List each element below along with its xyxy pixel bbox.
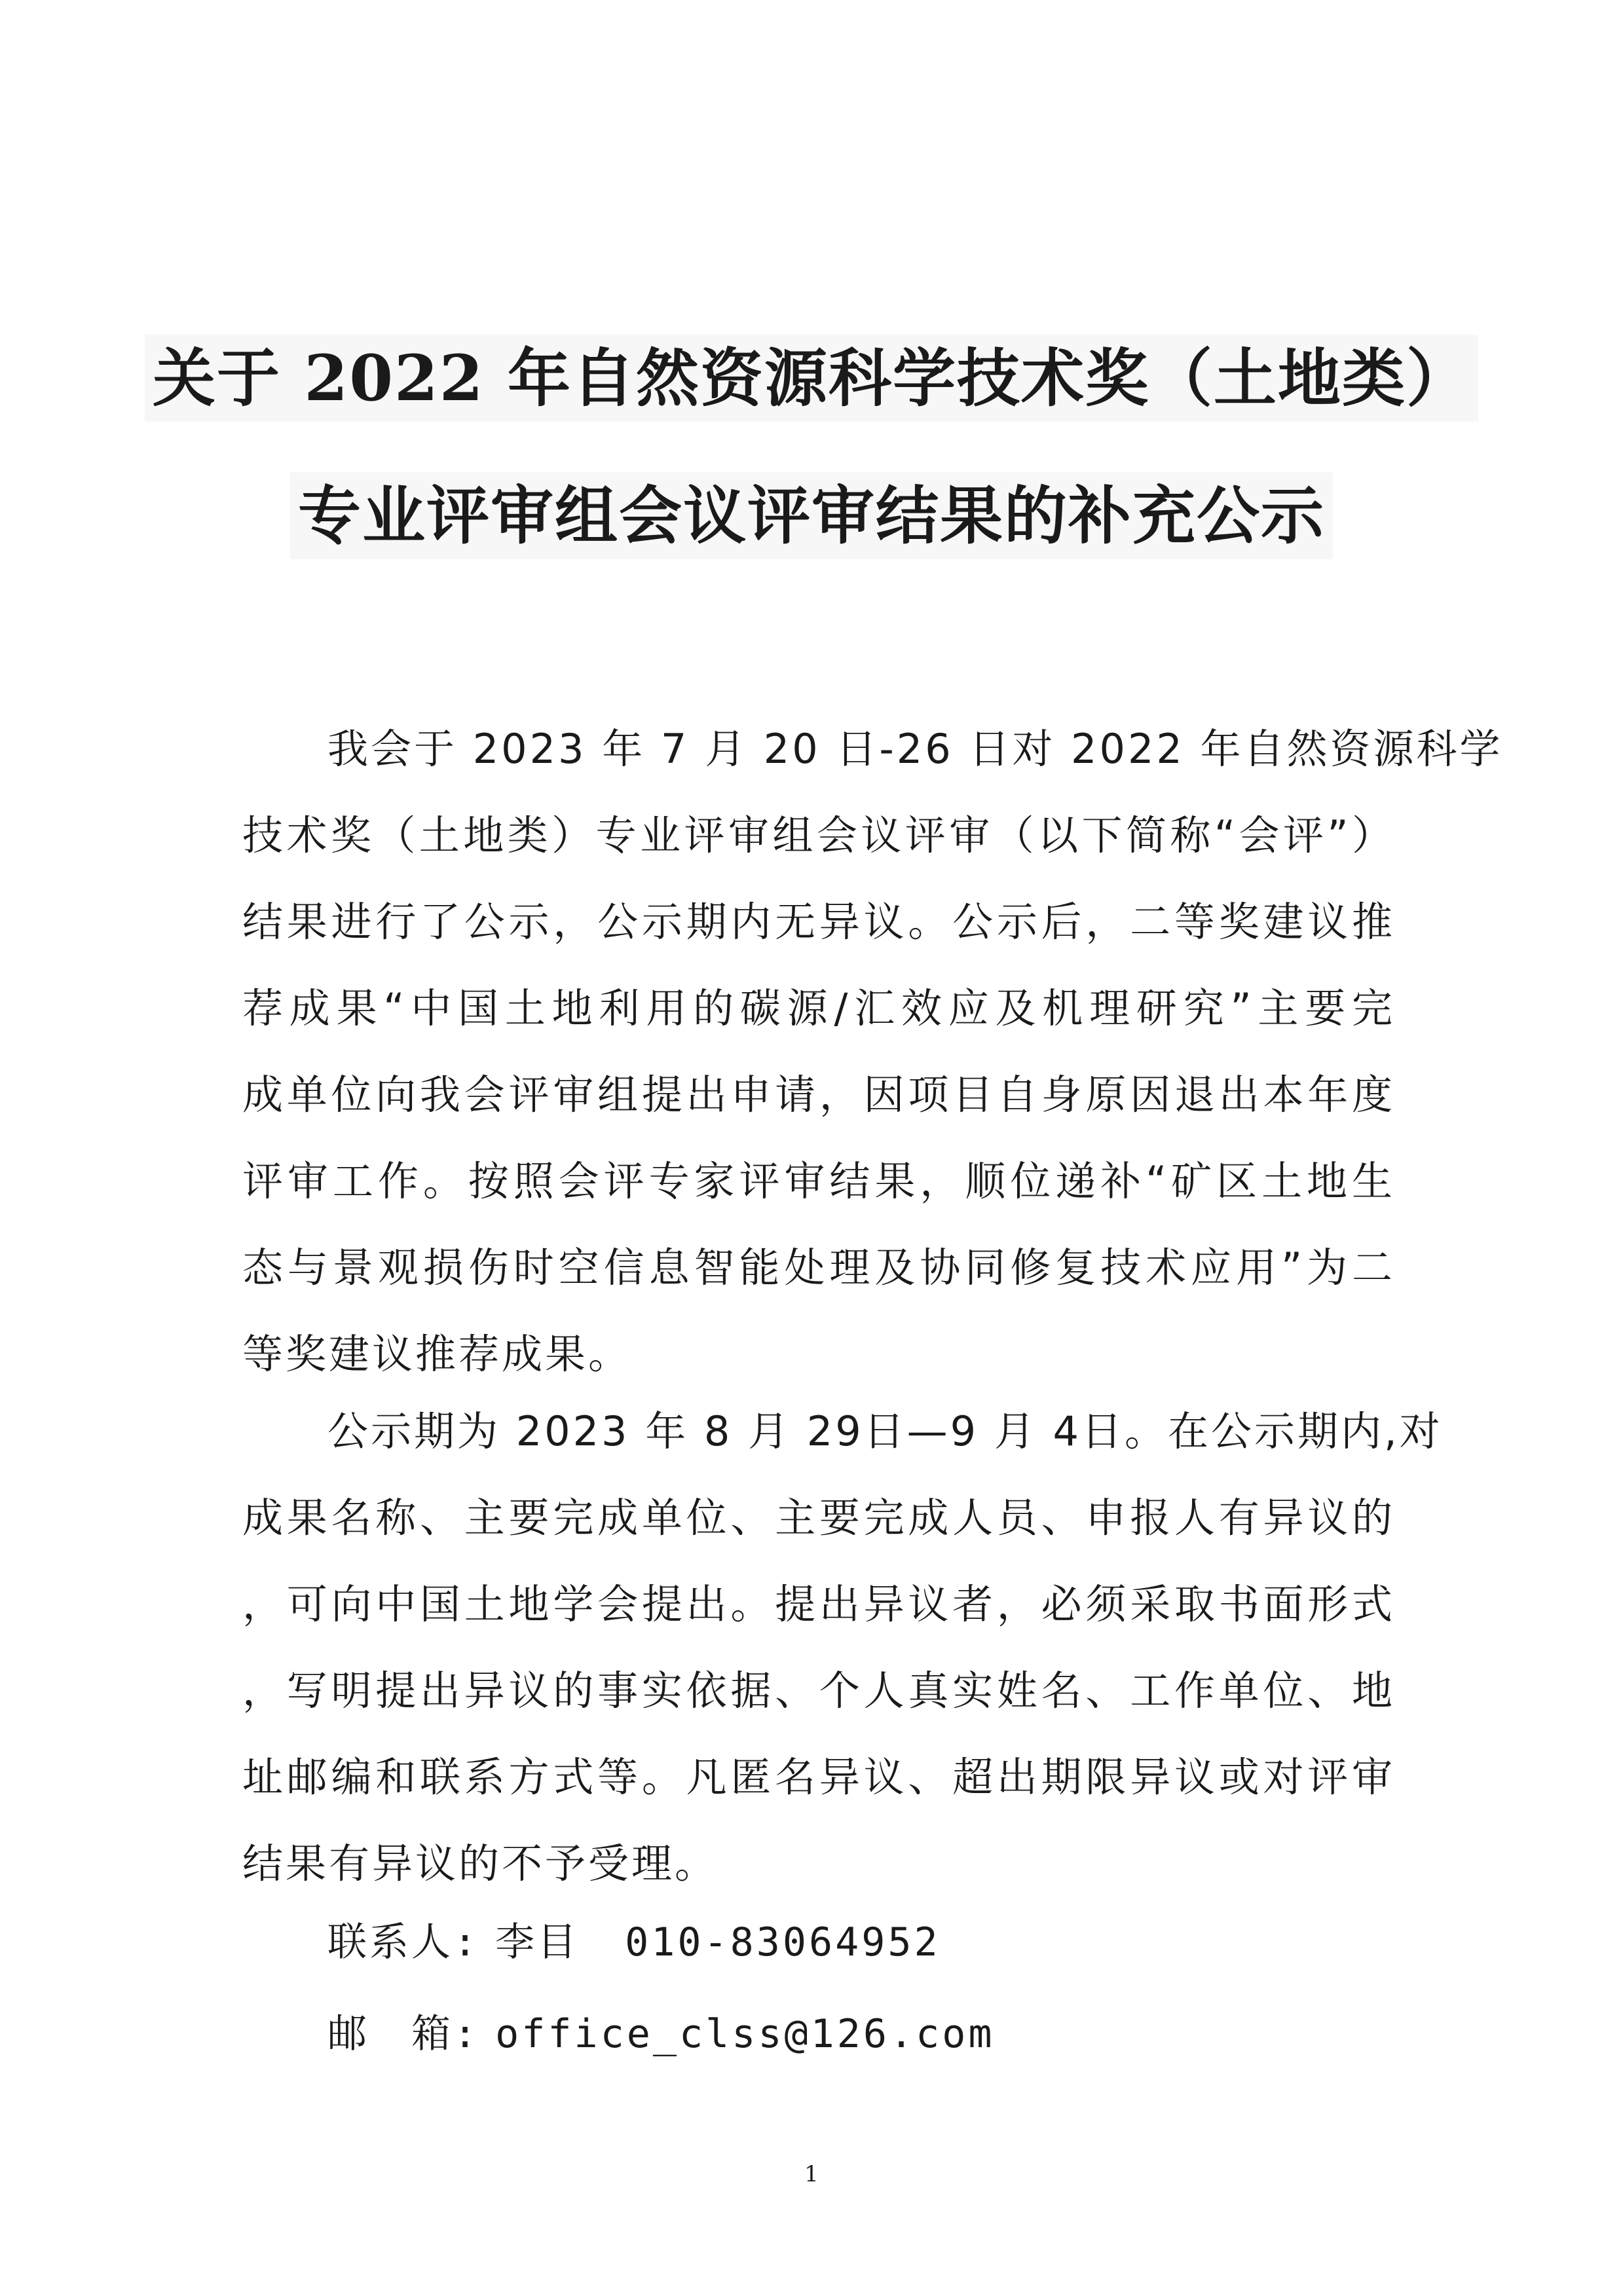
paragraph-line: 技术奖（土地类）专业评审组会议评审（以下简称“会评”）: [242, 811, 1395, 859]
contact-person-row: [327, 1899, 941, 1986]
paragraph-line: 结果有异议的不予受理。: [242, 1840, 718, 1887]
document-title-line-1: [0, 339, 1623, 418]
paragraph-announcement: [242, 706, 1503, 1398]
contact-email-label: 邮 箱:: [327, 2011, 480, 2057]
contact-email-row: [327, 1991, 994, 2077]
contact-person-name: 李目: [495, 1919, 580, 1965]
document-title-line-2: [0, 477, 1623, 555]
paragraph-line: 成果名称、主要完成单位、主要完成人员、申报人有异议的: [242, 1494, 1395, 1542]
contact-phone: 010-83064952: [625, 1919, 941, 1965]
page-number: 1: [804, 2161, 819, 2187]
contact-person-label: 联系人:: [327, 1919, 480, 1965]
paragraph-objection-period: [242, 1388, 1443, 1907]
contact-email: office_clss@126.com: [495, 2011, 995, 2057]
paragraph-line: 态与景观损伤时空信息智能处理及协同修复技术应用”为二: [242, 1244, 1395, 1291]
paragraph-line: 评审工作。按照会评专家评审结果，顺位递补“矿区土地生: [242, 1157, 1395, 1205]
paragraph-line: 荐成果“中国土地利用的碳源/汇效应及机理研究”主要完: [242, 984, 1395, 1032]
paragraph-line: 公示期为 2023 年 8 月 29日—9 月 4日。在公示期内,对: [327, 1407, 1443, 1455]
title-text-2: 专业评审组会议评审结果的补充公示: [290, 472, 1333, 559]
paragraph-line: 成单位向我会评审组提出申请，因项目自身原因退出本年度: [242, 1071, 1395, 1119]
title-text-1: 关于 2022 年自然资源科学技术奖（土地类）: [145, 335, 1478, 422]
paragraph-line: ，写明提出异议的事实依据、个人真实姓名、工作单位、地: [242, 1667, 1395, 1714]
paragraph-line: 结果进行了公示，公示期内无异议。公示后，二等奖建议推: [242, 898, 1395, 946]
paragraph-line: 址邮编和联系方式等。凡匿名异议、超出期限异议或对评审: [242, 1753, 1395, 1801]
paragraph-line: 等奖建议推荐成果。: [242, 1330, 632, 1378]
paragraph-line: ，可向中国土地学会提出。提出异议者，必须采取书面形式: [242, 1580, 1395, 1628]
paragraph-line: 我会于 2023 年 7 月 20 日-26 日对 2022 年自然资源科学: [327, 725, 1503, 773]
